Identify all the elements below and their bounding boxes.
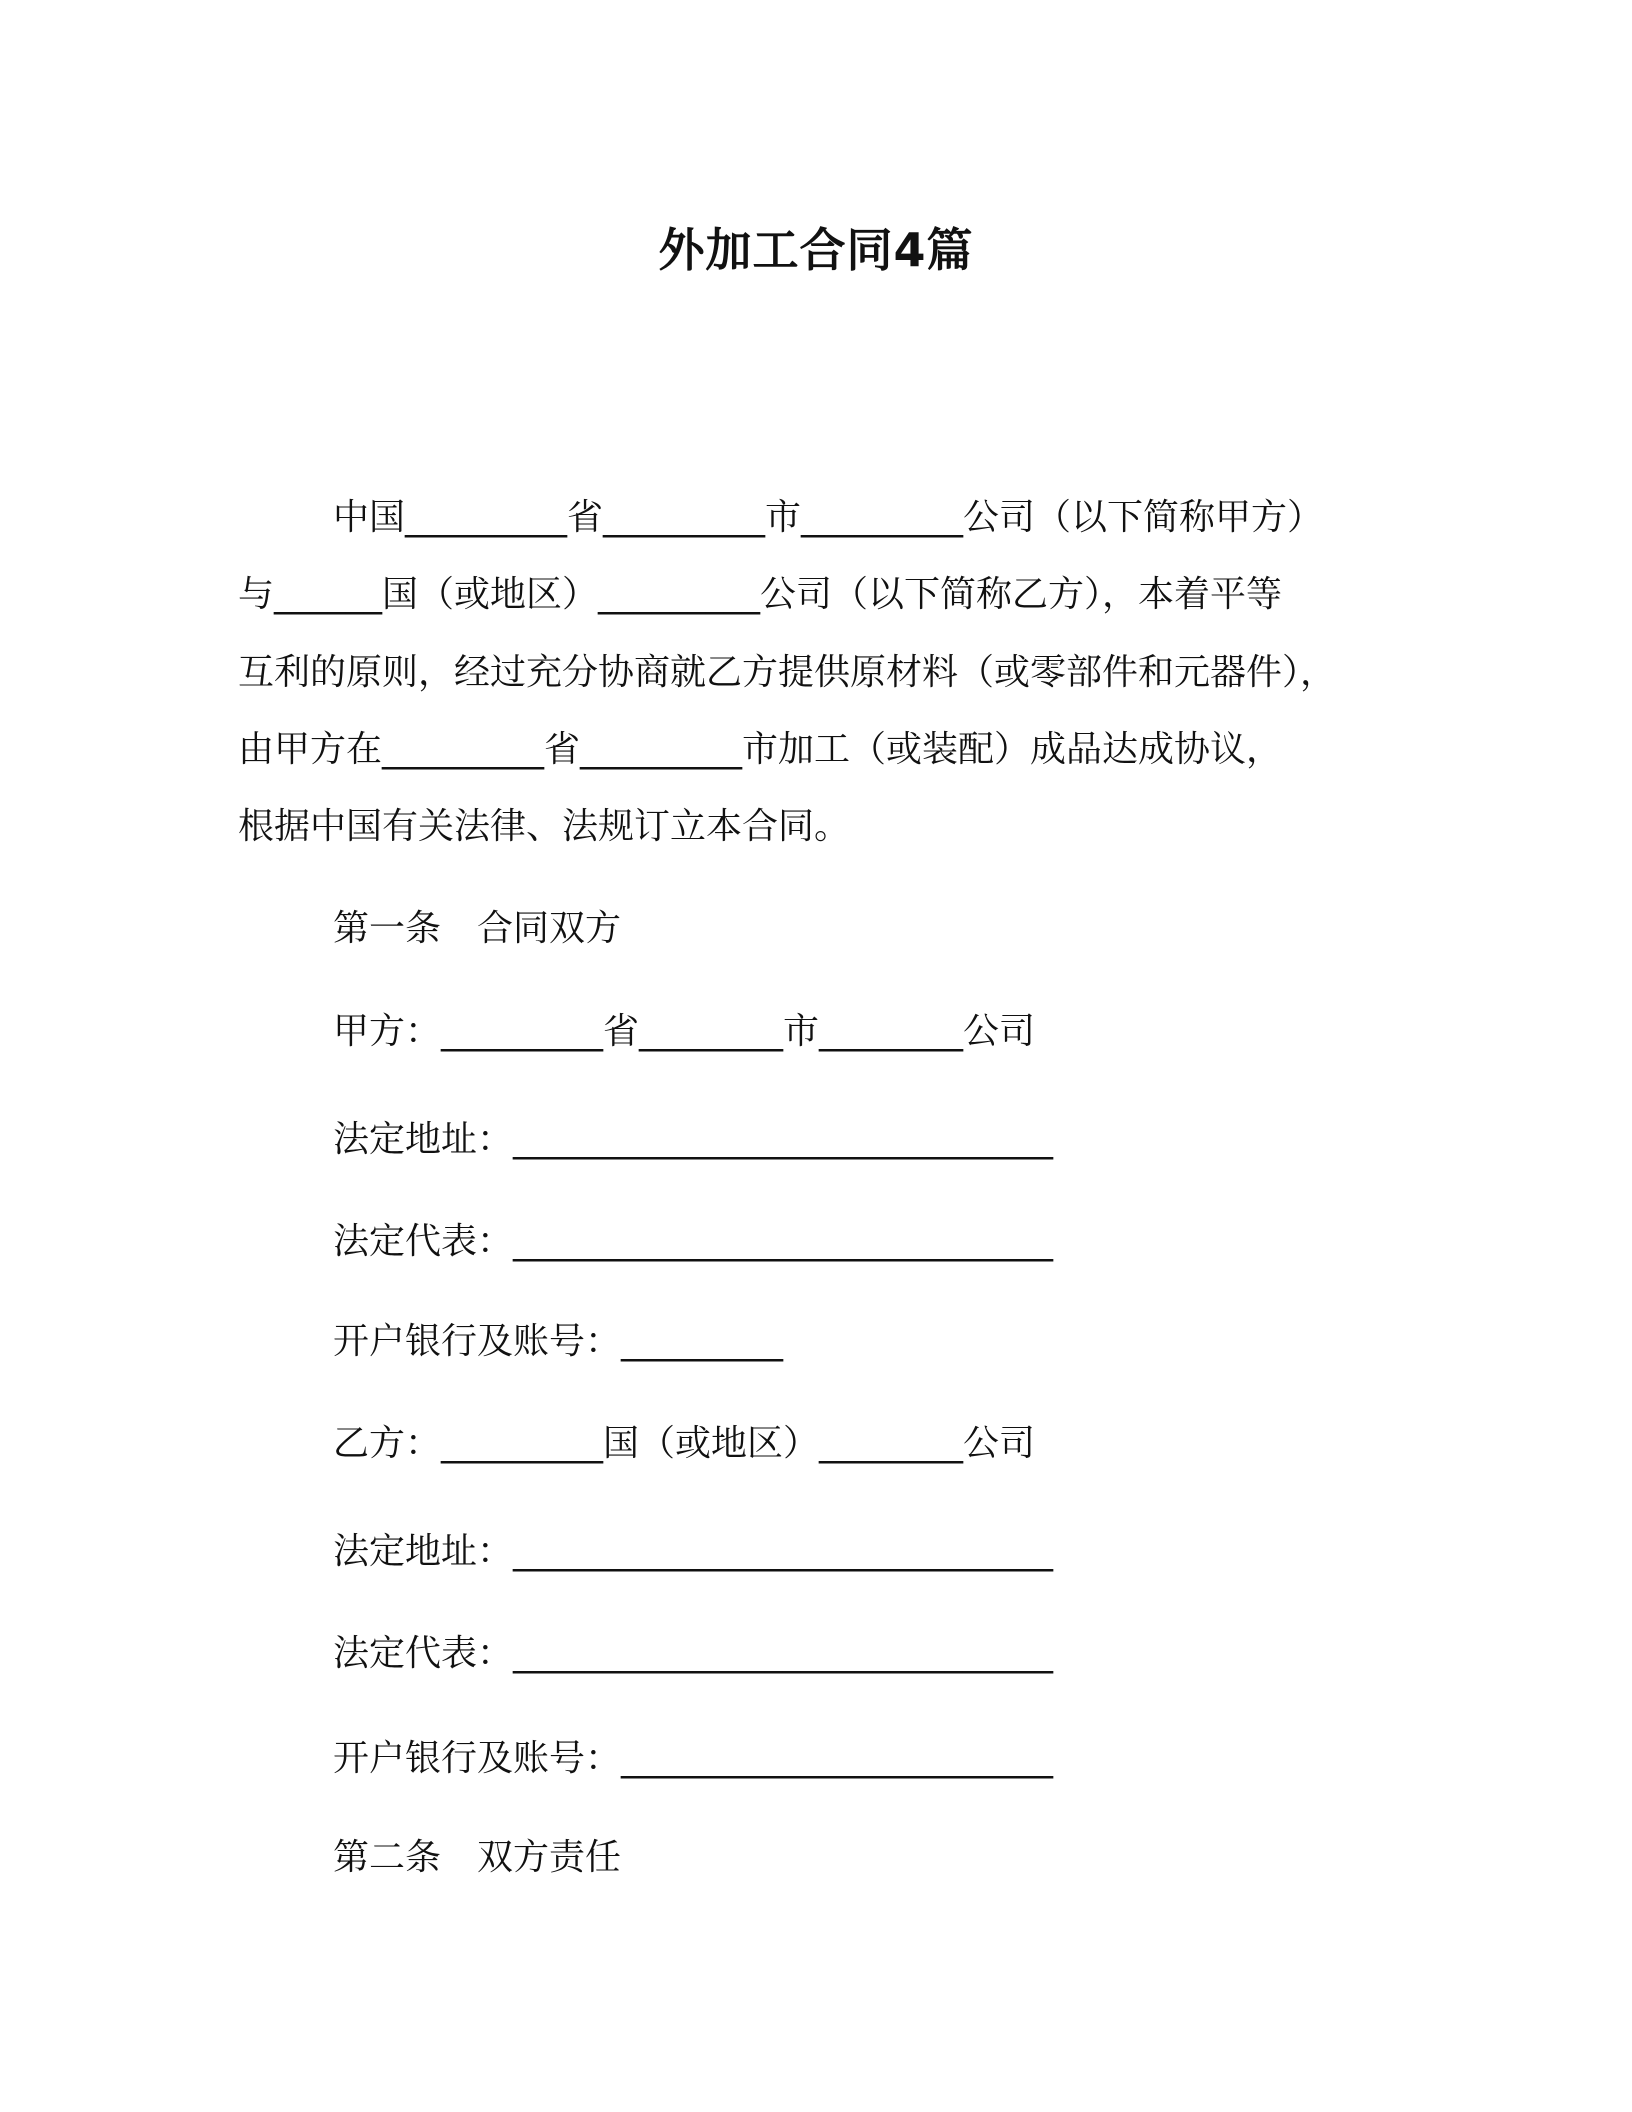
- party-a-address: 法定地址：______________________________: [333, 1119, 1054, 1160]
- document-title: 外加工合同4篇: [658, 223, 974, 277]
- intro-line-5: 根据中国有关法律、法规订立本合同。: [238, 806, 851, 847]
- party-a-bank: 开户银行及账号：_________: [333, 1321, 784, 1362]
- party-a-line: 甲方：_________省________市________公司: [333, 1011, 1036, 1052]
- article-2-heading: 第二条 双方责任: [333, 1837, 622, 1878]
- party-b-address: 法定地址：______________________________: [333, 1531, 1054, 1572]
- intro-line-4: 由甲方在_________省_________市加工（或装配）成品达成协议，: [238, 729, 1283, 770]
- party-b-representative: 法定代表：______________________________: [333, 1633, 1054, 1674]
- article-1-heading: 第一条 合同双方: [333, 908, 622, 949]
- party-b-line: 乙方：_________国（或地区）________公司: [333, 1423, 1036, 1464]
- party-b-bank: 开户银行及账号：________________________: [333, 1738, 1054, 1779]
- intro-line-1: 中国_________省_________市_________公司（以下简称甲方）: [333, 497, 1324, 538]
- intro-line-3: 互利的原则，经过充分协商就乙方提供原材料（或零部件和元器件），: [238, 652, 1337, 693]
- party-a-representative: 法定代表：______________________________: [333, 1221, 1054, 1262]
- intro-line-2: 与______国（或地区）_________公司（以下简称乙方），本着平等: [238, 574, 1283, 615]
